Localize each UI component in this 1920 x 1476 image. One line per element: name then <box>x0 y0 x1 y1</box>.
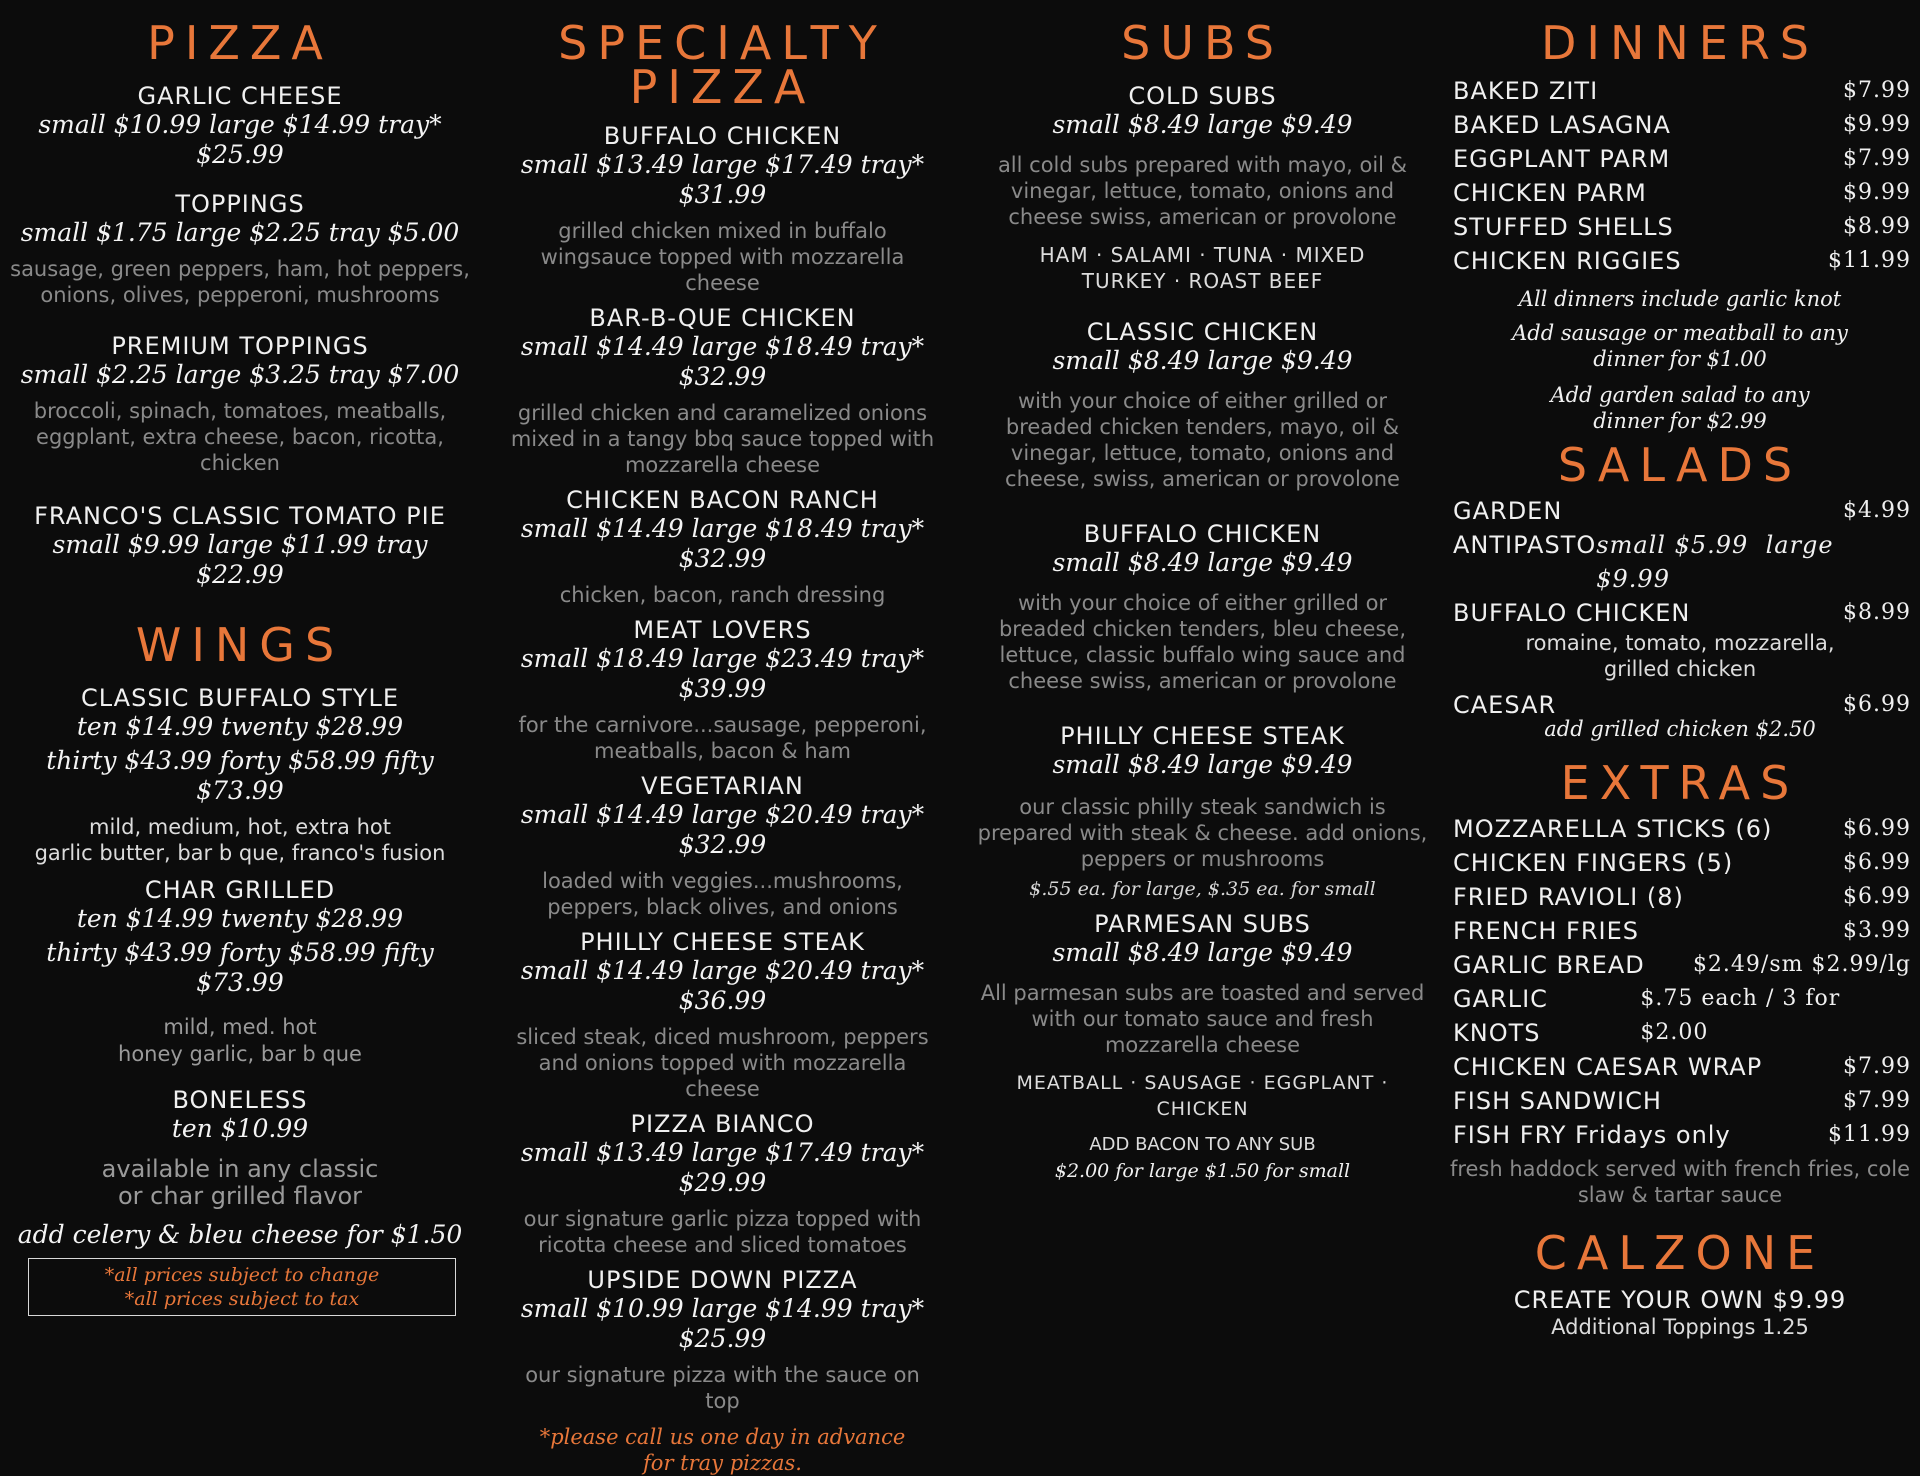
char-grilled-price-1: ten $14.99 twenty $28.99 <box>76 904 404 933</box>
dinner-item-price: $11.99 <box>1828 248 1911 273</box>
calzone-toppings: Additional Toppings 1.25 <box>1551 1315 1809 1339</box>
specialty-item-name: CHICKEN BACON RANCH <box>566 486 879 514</box>
parmesan-kinds-2: CHICKEN <box>1156 1098 1249 1120</box>
boneless-name: BONELESS <box>172 1086 308 1114</box>
boneless-price: ten $10.99 <box>171 1114 309 1143</box>
dinners-note-1: All dinners include garlic knot <box>1518 287 1842 311</box>
subs-column <box>975 18 1430 1184</box>
dinner-item-name: STUFFED SHELLS <box>1453 213 1674 241</box>
boneless-desc-1: available in any classic <box>101 1155 379 1183</box>
specialty-item-prices: small $14.49 large $18.49 tray* $32.99 <box>520 514 925 573</box>
fish-fry-desc: fresh haddock served with french fries, cole slaw & tartar sauce <box>1449 1157 1911 1207</box>
specialty-heading-2: PIZZA <box>629 60 816 114</box>
celery-addon: add celery & bleu cheese for $1.50 <box>17 1220 463 1249</box>
specialty-item-name: BAR-B-QUE CHICKEN <box>589 304 856 332</box>
disclaimer-box <box>28 1258 456 1316</box>
dinners-note-3: Add garden salad to any dinner for $2.99 <box>1550 383 1810 433</box>
wings-heading: WINGS <box>135 618 345 672</box>
specialty-item-name: PHILLY CHEESE STEAK <box>580 928 865 956</box>
specialty-item-name: UPSIDE DOWN PIZZA <box>587 1266 858 1294</box>
cold-subs-desc: all cold subs prepared with mayo, oil & vinegar, lettuce, tomato, onions and cheese swiss, american or provolone <box>997 153 1408 229</box>
subs-heading: SUBS <box>1121 16 1284 70</box>
parmesan-subs-desc: All parmesan subs are toasted and served with our tomato sauce and fresh mozzarella cheese <box>980 981 1425 1057</box>
dinners-column <box>1445 18 1915 1340</box>
salad-antipasto-name: ANTIPASTO <box>1453 531 1597 559</box>
dinner-list <box>1445 74 1915 278</box>
premium-toppings-name: PREMIUM TOPPINGS <box>111 332 369 360</box>
dinner-item <box>1445 108 1915 142</box>
garlic-cheese-prices: small $10.99 large $14.99 tray* $25.99 <box>38 110 442 169</box>
salad-caesar-note: add grilled chicken $2.50 <box>1544 717 1816 741</box>
specialty-item-desc: grilled chicken mixed in buffalo wingsauce topped with mozzarella cheese <box>540 219 905 295</box>
tomato-pie-name: FRANCO'S CLASSIC TOMATO PIE <box>34 502 446 530</box>
philly-sub-desc: our classic philly steak sandwich is prepared with steak & cheese. add onions, peppers or mushrooms <box>977 795 1428 871</box>
extras-item-price: $6.99 <box>1843 884 1911 909</box>
dinner-item-name: BAKED ZITI <box>1453 77 1599 105</box>
char-grilled-name: CHAR GRILLED <box>144 876 336 904</box>
extras-item-name: MOZZARELLA STICKS (6) <box>1453 815 1773 843</box>
philly-sub-prices: small $8.49 large $9.49 <box>1052 750 1353 779</box>
extras-item-name: FISH SANDWICH <box>1453 1087 1662 1115</box>
extras-item-name: GARLIC BREAD <box>1453 951 1645 979</box>
philly-sub-extra: $.55 ea. for large, $.35 ea. for small <box>1029 878 1376 900</box>
disclaimer-tax: *all prices subject to tax <box>124 1288 360 1310</box>
toppings-name: TOPPINGS <box>175 190 305 218</box>
extras-item-name: CHICKEN CAESAR WRAP <box>1453 1053 1763 1081</box>
dinner-item <box>1445 176 1915 210</box>
cold-subs-prices: small $8.49 large $9.49 <box>1052 110 1353 139</box>
extras-item-name: GARLIC KNOTS <box>1453 985 1548 1047</box>
dinners-note-2: Add sausage or meatball to any dinner for $1.00 <box>1512 321 1848 371</box>
extras-item <box>1445 1118 1915 1152</box>
extras-item-price: $6.99 <box>1843 850 1911 875</box>
salad-antipasto-large: large $9.99 <box>1596 531 1834 593</box>
dinners-heading: DINNERS <box>1540 16 1820 70</box>
specialty-list <box>495 122 950 1414</box>
specialty-item-desc: our signature pizza with the sauce on top <box>525 1363 920 1413</box>
extras-item <box>1445 880 1915 914</box>
dinner-item <box>1445 210 1915 244</box>
extras-item <box>1445 1050 1915 1084</box>
bacon-addon-1: ADD BACON TO ANY SUB <box>1089 1134 1316 1155</box>
extras-item-name: CHICKEN FINGERS (5) <box>1453 849 1734 877</box>
specialty-item-desc: chicken, bacon, ranch dressing <box>559 583 886 607</box>
dinner-item-name: CHICKEN PARM <box>1453 179 1647 207</box>
extras-item <box>1445 846 1915 880</box>
extras-item-name: FRIED RAVIOLI (8) <box>1453 883 1684 911</box>
salad-garden-price: $4.99 <box>1843 498 1911 523</box>
extras-item-price: $.75 each / 3 for $2.00 <box>1640 986 1841 1045</box>
extras-item-price: $2.49/sm $2.99/lg <box>1692 952 1911 977</box>
specialty-item-desc: for the carnivore...sausage, pepperoni, meatballs, bacon & ham <box>518 713 927 763</box>
garlic-cheese-name: GARLIC CHEESE <box>137 82 343 110</box>
salad-garden <box>1445 494 1915 528</box>
buffalo-chicken-sub-desc: with your choice of either grilled or breaded chicken tenders, bleu cheese, lettuce, classic buffalo wing sauce and cheese swiss, american or provolone <box>998 591 1407 693</box>
specialty-item-desc: loaded with veggies...mushrooms, peppers, black olives, and onions <box>542 869 903 919</box>
char-grilled-price-2: thirty $43.99 forty $58.99 fifty $73.99 <box>46 938 434 997</box>
classic-flavors-2: garlic butter, bar b que, franco's fusion <box>34 841 446 865</box>
tray-note-2: for tray pizzas. <box>643 1451 802 1475</box>
extras-item-name: FRENCH FRIES <box>1453 917 1639 945</box>
specialty-item-prices: small $14.49 large $20.49 tray* $36.99 <box>520 956 925 1015</box>
dinner-item <box>1445 244 1915 278</box>
classic-chicken-desc: with your choice of either grilled or breaded chicken tenders, mayo, oil & vinegar, lettuce, tomato, onions and cheese, swiss, american or provolone <box>1005 389 1400 491</box>
salad-caesar-name: CAESAR <box>1453 691 1557 719</box>
salad-antipasto <box>1445 528 1915 596</box>
extras-item <box>1445 982 1915 1050</box>
parmesan-subs-name: PARMESAN SUBS <box>1094 910 1311 938</box>
extras-item-price: $7.99 <box>1843 1088 1911 1113</box>
parmesan-kinds-1: MEATBALL · SAUSAGE · EGGPLANT · <box>1016 1072 1389 1094</box>
cold-subs-name: COLD SUBS <box>1128 82 1277 110</box>
pizza-heading: PIZZA <box>147 16 333 70</box>
boneless-desc-2: or char grilled flavor <box>117 1182 363 1210</box>
dinner-item-name: EGGPLANT PARM <box>1453 145 1671 173</box>
buffalo-chicken-sub-prices: small $8.49 large $9.49 <box>1052 548 1353 577</box>
dinner-item-price: $8.99 <box>1843 214 1911 239</box>
disclaimer-change: *all prices subject to change <box>104 1264 380 1286</box>
specialty-item-prices: small $18.49 large $23.49 tray* $39.99 <box>520 644 925 703</box>
salad-antipasto-small: small $5.99 <box>1596 531 1749 559</box>
extras-item-price: $11.99 <box>1828 1122 1911 1147</box>
dinner-item-price: $7.99 <box>1843 78 1911 103</box>
cold-subs-kinds-1: HAM · SALAMI · TUNA · MIXED <box>1039 243 1366 267</box>
classic-chicken-name: CLASSIC CHICKEN <box>1086 318 1319 346</box>
specialty-item-desc: our signature garlic pizza topped with ricotta cheese and sliced tomatoes <box>523 1207 922 1257</box>
specialty-item-desc: grilled chicken and caramelized onions mixed in a tangy bbq sauce topped with mozzarella cheese <box>510 401 935 477</box>
tray-note-1: *please call us one day in advance <box>539 1425 906 1449</box>
toppings-prices: small $1.75 large $2.25 tray $5.00 <box>20 218 460 247</box>
salad-caesar-price: $6.99 <box>1843 692 1911 717</box>
specialty-item-name: BUFFALO CHICKEN <box>603 122 842 150</box>
salad-buffalo-desc: romaine, tomato, mozzarella, grilled chicken <box>1525 631 1835 681</box>
extras-item-price: $6.99 <box>1843 816 1911 841</box>
cold-subs-kinds-2: TURKEY · ROAST BEEF <box>1081 269 1324 293</box>
specialty-item-desc: sliced steak, diced mushroom, peppers and onions topped with mozzarella cheese <box>516 1025 929 1101</box>
calzone-create: CREATE YOUR OWN $9.99 <box>1513 1286 1847 1314</box>
tomato-pie-prices: small $9.99 large $11.99 tray $22.99 <box>52 530 428 589</box>
calzone-heading: CALZONE <box>1534 1226 1826 1280</box>
premium-toppings-prices: small $2.25 large $3.25 tray $7.00 <box>20 360 460 389</box>
specialty-item-prices: small $13.49 large $17.49 tray* $31.99 <box>520 150 925 209</box>
toppings-desc: sausage, green peppers, ham, hot peppers, onions, olives, pepperoni, mushrooms <box>10 257 470 307</box>
extras-list <box>1445 812 1915 1152</box>
salads-heading: SALADS <box>1557 438 1803 492</box>
extras-item-price: $7.99 <box>1843 1054 1911 1079</box>
premium-toppings-desc: broccoli, spinach, tomatoes, meatballs, eggplant, extra cheese, bacon, ricotta, chicken <box>33 399 447 475</box>
classic-chicken-prices: small $8.49 large $9.49 <box>1052 346 1353 375</box>
dinner-item <box>1445 142 1915 176</box>
dinner-item-name: BAKED LASAGNA <box>1453 111 1671 139</box>
extras-item-name: FISH FRY Fridays only <box>1453 1121 1731 1149</box>
extras-item <box>1445 812 1915 846</box>
extras-item <box>1445 1084 1915 1118</box>
specialty-item-name: MEAT LOVERS <box>633 616 812 644</box>
dinner-item-price: $9.99 <box>1843 112 1911 137</box>
specialty-column <box>495 18 950 1476</box>
philly-sub-name: PHILLY CHEESE STEAK <box>1060 722 1345 750</box>
dinner-item-price: $9.99 <box>1843 180 1911 205</box>
specialty-item-prices: small $14.49 large $18.49 tray* $32.99 <box>520 332 925 391</box>
parmesan-subs-prices: small $8.49 large $9.49 <box>1052 938 1353 967</box>
specialty-item-prices: small $13.49 large $17.49 tray* $29.99 <box>520 1138 925 1197</box>
pizza-column <box>10 18 470 1316</box>
specialty-heading-1: SPECIALTY <box>558 16 887 70</box>
char-flavors-1: mild, med. hot <box>163 1015 317 1039</box>
char-flavors-2: honey garlic, bar b que <box>118 1042 362 1066</box>
classic-buffalo-name: CLASSIC BUFFALO STYLE <box>80 684 399 712</box>
dinner-item <box>1445 74 1915 108</box>
extras-heading: EXTRAS <box>1560 756 1800 810</box>
extras-item-price: $3.99 <box>1843 918 1911 943</box>
salad-garden-name: GARDEN <box>1453 497 1563 525</box>
salad-buffalo-price: $8.99 <box>1843 600 1911 625</box>
buffalo-chicken-sub-name: BUFFALO CHICKEN <box>1083 520 1322 548</box>
specialty-item-prices: small $14.49 large $20.49 tray* $32.99 <box>520 800 925 859</box>
extras-item <box>1445 948 1915 982</box>
specialty-item-name: VEGETARIAN <box>641 772 804 800</box>
classic-buffalo-price-2: thirty $43.99 forty $58.99 fifty $73.99 <box>46 746 434 805</box>
salad-buffalo <box>1445 596 1915 630</box>
classic-flavors-1: mild, medium, hot, extra hot <box>89 815 391 839</box>
specialty-item-name: PIZZA BIANCO <box>630 1110 815 1138</box>
salad-buffalo-name: BUFFALO CHICKEN <box>1453 599 1691 627</box>
specialty-item-prices: small $10.99 large $14.99 tray* $25.99 <box>520 1294 925 1353</box>
extras-item <box>1445 914 1915 948</box>
dinner-item-price: $7.99 <box>1843 146 1911 171</box>
dinner-item-name: CHICKEN RIGGIES <box>1453 247 1682 275</box>
classic-buffalo-price-1: ten $14.99 twenty $28.99 <box>76 712 404 741</box>
bacon-addon-2: $2.00 for large $1.50 for small <box>1054 1160 1351 1182</box>
